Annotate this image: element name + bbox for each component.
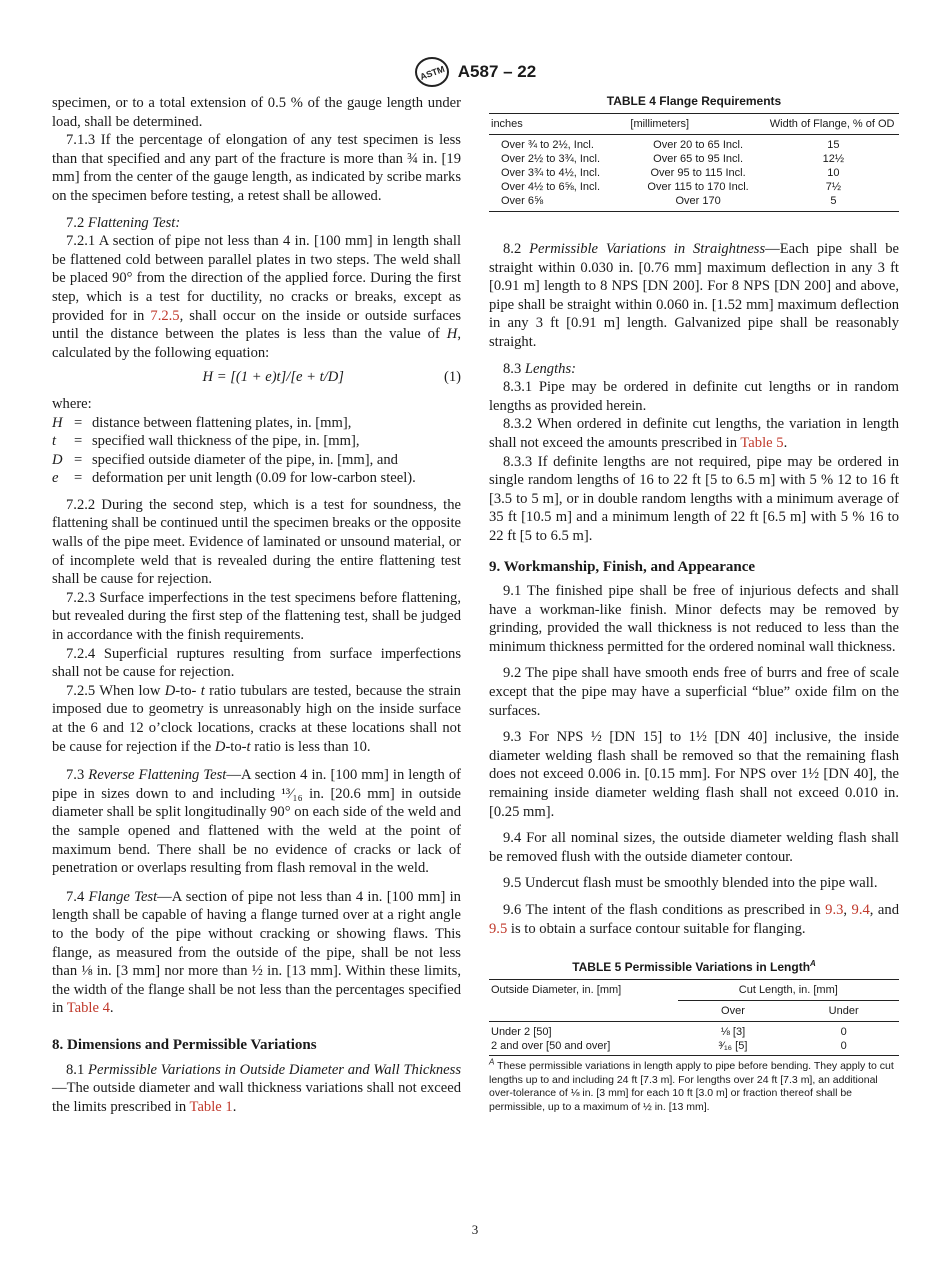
paragraph-7-2-4: 7.2.4 Superficial ruptures resulting from surface imperfections shall not be cause for rejection.: [52, 645, 461, 681]
table-5: [489, 960, 899, 1114]
link-table-4[interactable]: Table 4: [66, 1000, 110, 1017]
table-row: Under 2 [50] ⅛ [3] 0: [491, 1026, 847, 1039]
definition-row: t = specified wall thickness of the pipe, in. [mm],: [52, 433, 360, 450]
left-column: [52, 94, 461, 1116]
table-header: inches: [489, 114, 628, 135]
link-table-1[interactable]: Table 1: [189, 1098, 233, 1115]
paragraph-9-3: 9.3 For NPS ½ [DN 15] to 1½ [DN 40] inclusive, the inside diameter welding flash shall be removed so that the remaining flash does not exceed 0.006 in. [0.15 mm]. For NPS over 1½ [DN 40], the remaining inside diameter welding flash shall not exceed 0.010 in. [0.25 mm].: [489, 729, 899, 820]
paragraph-7-1-3: 7.1.3 If the percentage of elongation of any test specimen is less than that specified and any part of the fracture is more than ¾ in. [19 mm] from the center of the gauge length, as indicated by scribe marks on the specimen before testing, a retest shall be allowed.: [52, 132, 461, 204]
where-label: where:: [52, 395, 92, 412]
definition-row: D = specified outside diameter of the pipe, in. [mm], and: [52, 451, 398, 468]
table-row: Over 4½ to 6⅝, Incl. Over 115 to 170 Incl. 7½: [501, 181, 842, 193]
equation-1: H = [(1 + e)t]/[e + t/D] (1): [202, 369, 461, 386]
paragraph-7-2-3: 7.2.3 Surface imperfections in the test specimens before flattening, but revealed during the first step of the flattening test, shall be judged in accordance with the finish requirements.: [52, 589, 461, 644]
paragraph-8-3-1: 8.3.1 Pipe may be ordered in definite cut lengths or in random lengths as provided herein.: [489, 379, 899, 414]
definition-row: H = distance between flattening plates, in. [mm],: [52, 414, 352, 431]
table-row: 2 and over [50 and over] ³⁄₁₆ [5] 0: [489, 1039, 899, 1056]
section-8-heading: 8. Dimensions and Permissible Variations: [52, 1036, 317, 1053]
paragraph-7-2-2: 7.2.2 During the second step, which is a test for soundness, the flattening shall be continued until the specimen breaks or the opposite walls of the pipe meet. Evidence of laminated or unsound material, or of incomplete weld that is revealed during the entire flattening test shall be cause for rejection.: [52, 496, 461, 588]
paragraph-9-4: 9.4 For all nominal sizes, the outside diameter welding flash shall be removed flush with the outside diameter contour.: [489, 830, 899, 865]
link-9-5[interactable]: 9.5: [489, 920, 508, 937]
section-9-heading: 9. Workmanship, Finish, and Appearance: [489, 558, 756, 575]
table-row: Over 3¾ to 4½, Incl. Over 95 to 115 Incl. 10: [501, 167, 840, 179]
definition-row: e = deformation per unit length (0.09 for low-carbon steel).: [52, 470, 416, 487]
section-7-2-heading: 7.2 Flattening Test:: [66, 214, 181, 231]
page-number: 3: [471, 1222, 479, 1237]
paragraph: specimen, or to a total extension of 0.5 % of the gauge length under load, shall be determined.: [52, 95, 461, 130]
paragraph-7-2-1: 7.2.1 A section of pipe not less than 4 in. [100 mm] in length shall be flattened cold between parallel plates in two steps. The weld shall be placed 90° from the direction of the applied force. During the first step, which is a test for ductility, no cracks or breaks, except as provided for in 7.2.5, shall occur on the inside or outside surfaces until the distance between the plates is less than the value of H, calculated by the following equation:: [52, 233, 461, 361]
page-header: [0, 56, 950, 88]
table-5-footnote: $^A$ These permissible variations in length apply to pipe before bending. They apply to cut lengths up to and including 24 ft [7.3 m]. For lengths over 24 ft [7.3 m], an additional over-tolerance of ⅛ in. [3 mm] for each 10 ft [3.0 m] or fraction thereof shall be permissible, up to a maximum of ½ in. [13 mm].: [489, 1057, 894, 1113]
table-5-caption: TABLE 5 Permissible Variations in Length$^A$: [572, 959, 816, 975]
paragraph-8-3-3: 8.3.3 If definite lengths are not required, pipe may be ordered in single random lengths of 16 to 22 ft [5 to 6.5 m] with 5 % 12 to 16 ft [3.5 to 5 m], or in double random lengths with a minimum average of 35 ft [10.5 m] and a minimum length of 22 ft [6.5 m] with 5 % 16 to 22 ft [5 to 6.5 m].: [489, 453, 899, 544]
table-4: [489, 94, 899, 212]
table-header: [millimeters]: [628, 114, 767, 135]
variable-definitions: [52, 414, 461, 488]
standard-designation: A587 – 22: [457, 62, 537, 81]
paragraph-9-2: 9.2 The pipe shall have smooth ends free of burrs and free of scale except that the pipe may have a superficial “blue” oxide film on the surfaces.: [489, 665, 899, 719]
svg-text:ASTM: ASTM: [418, 63, 446, 82]
table-4-caption: TABLE 4 Flange Requirements: [606, 94, 782, 108]
section-8-3-heading: 8.3 Lengths:: [503, 360, 576, 377]
table-header: Under: [788, 1001, 899, 1022]
link-7-2-5[interactable]: 7.2.5: [150, 307, 180, 324]
right-column: [489, 94, 899, 1114]
link-9-3[interactable]: 9.3: [825, 902, 844, 918]
table-row: Over ¾ to 2½, Incl. Over 20 to 65 Incl. 15: [501, 139, 840, 151]
paragraph-7-3: 7.3 Reverse Flattening Test—A section 4 in. [100 mm] in length of pipe in sizes down to and including ¹³⁄₁₆ in. [20.6 mm] in outside diameter shall be split longitudinally 90° on each side of the weld and the sample opened and flattened with the weld at the point of maximum bend. There shall be no evidence of cracks or lack of penetration or overlaps resulting from flash removal in the weld.: [52, 767, 461, 877]
paragraph-7-2-5: 7.2.5 When low D-to- t ratio tubulars are tested, because the strain imposed due to geometry is unreasonably high on the inside surface at the 6 and 12 o’clock locations, cracks at these locations shall not be cause for rejection if the D-to-t ratio is less than 10.: [52, 682, 461, 755]
table-row: Over 6⅝ Over 170 5: [489, 194, 899, 212]
table-header: Outside Diameter, in. [mm]: [489, 980, 678, 1022]
paragraph-9-1: 9.1 The finished pipe shall be free of injurious defects and shall have a workman-like finish. Minor defects may be removed by grinding, provided the wall thickness is not reduced to less than the minimum thickness permitted for the ordered nominal wall thickness.: [489, 583, 899, 655]
paragraph-8-3-2: 8.3.2 When ordered in definite cut lengths, the variation in length shall not exceed the amounts prescribed in Table 5.: [489, 416, 899, 451]
paragraph-9-6: 9.6 The intent of the flash conditions as prescribed in 9.3, 9.4, and 9.5 is to obtain a surface contour suitable for flanging.: [489, 902, 899, 937]
link-table-5[interactable]: Table 5: [740, 434, 784, 451]
table-row: Over 2½ to 3¾, Incl. Over 65 to 95 Incl. 12½: [501, 153, 845, 165]
paragraph-8-2: 8.2 Permissible Variations in Straightness—Each pipe shall be straight within 0.030 in. [0.76 mm] maximum deflection in any 3 ft [0.91 m] length to 8 NPS [DN 200]. For 8 NPS [DN 200] and above, pipe shall be straight within 0.060 in. [1.52 mm] maximum deflection in any 3 ft [0.91 m] length. Galvanized pipe shall be reasonably straight.: [489, 241, 900, 350]
table-header: Width of Flange, % of OD: [768, 114, 899, 135]
paragraph-8-1: 8.1 Permissible Variations in Outside Diameter and Wall Thickness—The outside diameter and wall thickness variations shall not exceed the limits prescribed in Table 1.: [52, 1061, 461, 1115]
link-9-4[interactable]: 9.4: [851, 902, 870, 918]
table-header: Cut Length, in. [mm]: [678, 980, 899, 1001]
table-header: Over: [678, 1001, 789, 1022]
paragraph-7-4: 7.4 Flange Test—A section of pipe not less than 4 in. [100 mm] in length shall be capable of having a flange turned over at a right angle to the body of the pipe without cracking or showing flaws. This flange, as measured from the outside of the pipe, shall be not less than ⅛ in. [3 mm] nor more than ½ in. [13 mm]. Within these limits, the width of the flange shall be not less than the percentages specified in Table 4.: [52, 888, 461, 1017]
astm-logo-icon: [414, 56, 450, 88]
paragraph-9-5: 9.5 Undercut flash must be smoothly blended into the pipe wall.: [503, 875, 878, 892]
